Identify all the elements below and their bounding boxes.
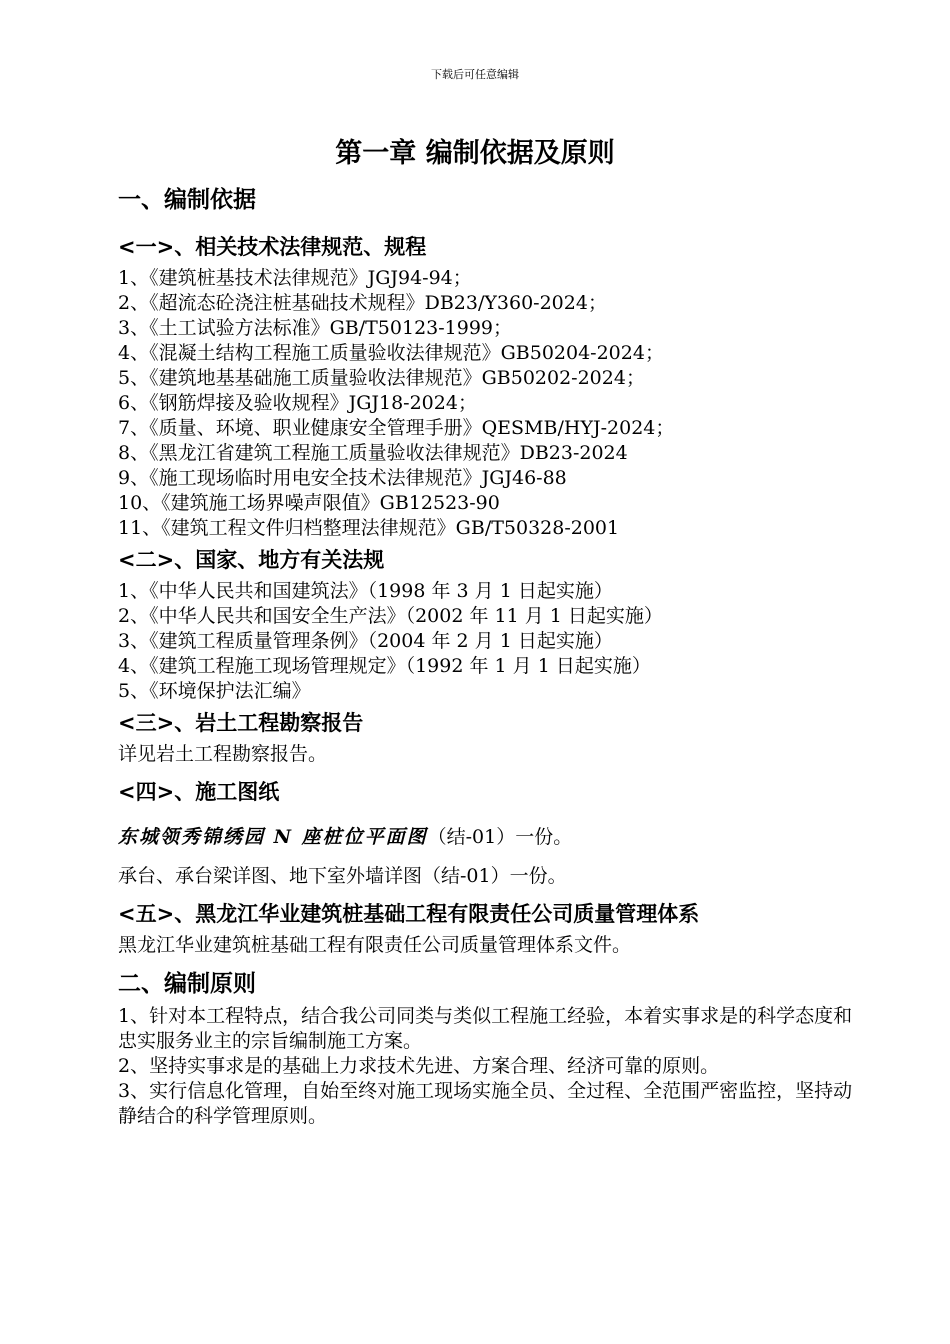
list-item: 6、《钢筋焊接及验收规程》JGJ18-2024；	[118, 392, 477, 414]
survey-report-text: 详见岩土工程勘察报告。	[118, 743, 328, 765]
list-item: 11、《建筑工程文件归档整理法律规范》GB/T50328-2001	[118, 517, 620, 539]
drawing-name-stylized: 东城领秀锦绣园 N 座桩位平面图	[118, 826, 428, 848]
list-item: 1、《中华人民共和国建筑法》（1998 年 3 月 1 日起实施）	[118, 580, 613, 602]
principle-paragraph: 3、实行信息化管理，自始至终对施工现场实施全员、全过程、全范围严密监控，坚持动静结合的科学管理原则。	[118, 1080, 853, 1127]
drawings-line-1	[118, 825, 858, 850]
subsection-title-regulations: <二>、国家、地方有关法规	[118, 548, 385, 572]
subsection-title-technical-codes: <一>、相关技术法律规范、规程	[118, 235, 427, 259]
list-item: 1、《建筑桩基技术法律规范》JGJ94-94；	[118, 267, 472, 289]
list-item: 10、《建筑施工场界噪声限值》GB12523-90	[118, 492, 500, 514]
list-item: 5、《环境保护法汇编》	[118, 680, 311, 702]
subsection-title-survey-report: <三>、岩土工程勘察报告	[118, 711, 364, 735]
list-item: 4、《建筑工程施工现场管理规定》（1992 年 1 月 1 日起实施）	[118, 655, 651, 677]
principle-paragraph: 1、针对本工程特点，结合我公司同类与类似工程施工经验，本着实事求是的科学态度和忠实服务业主的宗旨编制施工方案。	[118, 1005, 853, 1052]
list-item: 9、《施工现场临时用电安全技术法律规范》JGJ46-88	[118, 467, 567, 489]
list-item: 5、《建筑地基基础施工质量验收法律规范》GB50202-2024；	[118, 367, 645, 389]
principle-paragraph: 2、坚持实事求是的基础上力求技术先进、方案合理、经济可靠的原则。	[118, 1055, 720, 1077]
section-title-principles: 二、编制原则	[118, 971, 256, 997]
document-body	[118, 180, 858, 1129]
quality-system-text: 黑龙江华业建筑桩基础工程有限责任公司质量管理体系文件。	[118, 934, 632, 956]
section-title-basis: 一、编制依据	[118, 187, 256, 213]
list-item: 4、《混凝土结构工程施工质量验收法律规范》GB50204-2024；	[118, 342, 664, 364]
drawing-name-suffix: （结-01）一份。	[427, 826, 573, 848]
list-item: 8、《黑龙江省建筑工程施工质量验收法律规范》DB23-2024	[118, 442, 628, 464]
header-note: 下载后可任意编辑	[431, 68, 519, 81]
list-item: 3、《土工试验方法标准》GB/T50123-1999；	[118, 317, 513, 339]
chapter-title: 第一章 编制依据及原则	[335, 138, 615, 169]
list-item: 3、《建筑工程质量管理条例》（2004 年 2 月 1 日起实施）	[118, 630, 613, 652]
technical-codes-list	[118, 266, 858, 541]
regulations-list	[118, 579, 858, 704]
subsection-title-drawings: <四>、施工图纸	[118, 780, 280, 804]
list-item: 2、《中华人民共和国安全生产法》（2002 年 11 月 1 日起实施）	[118, 605, 663, 627]
list-item: 7、《质量、环境、职业健康安全管理手册》QESMB/HYJ-2024；	[118, 417, 675, 439]
drawings-line-2: 承台、承台梁详图、地下室外墙详图（结-01）一份。	[118, 865, 567, 887]
subsection-title-quality-system: <五>、黑龙江华业建筑桩基础工程有限责任公司质量管理体系	[118, 902, 700, 926]
list-item: 2、《超流态砼浇注桩基础技术规程》DB23/Y360-2024；	[118, 292, 607, 314]
